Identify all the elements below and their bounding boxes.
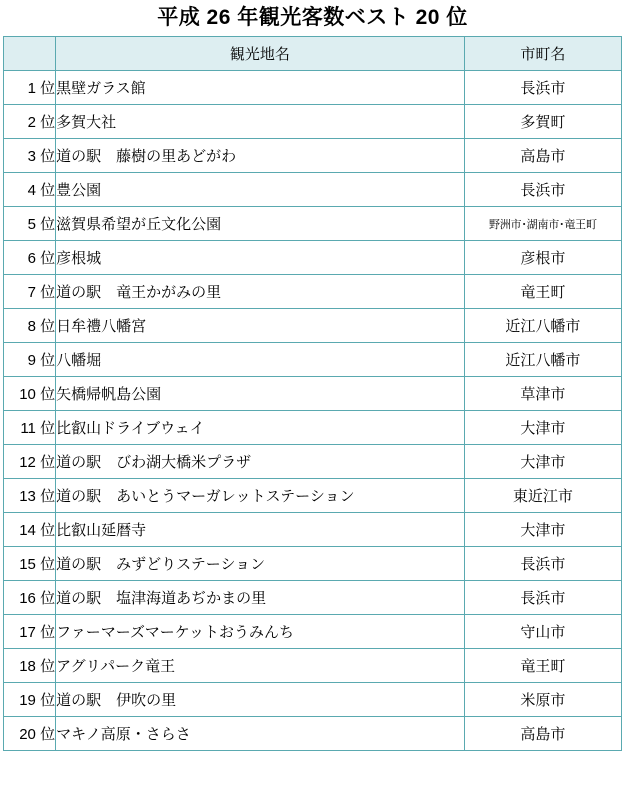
table-body (4, 71, 622, 751)
table-row (4, 275, 622, 309)
cell-rank: 4 位 (4, 173, 56, 207)
cell-city-name: 大津市 (464, 411, 621, 445)
table-row (4, 71, 622, 105)
cell-city-name: 守山市 (464, 615, 621, 649)
cell-city-name: 竜王町 (464, 275, 621, 309)
table-row (4, 717, 622, 751)
cell-spot-name: 矢橋帰帆島公園 (56, 377, 465, 411)
cell-spot-name: 道の駅 伊吹の里 (56, 683, 465, 717)
cell-city-name: 大津市 (464, 445, 621, 479)
cell-city-name: 多賀町 (464, 105, 621, 139)
table-row (4, 377, 622, 411)
cell-city-name: 近江八幡市 (464, 343, 621, 377)
cell-rank: 14 位 (4, 513, 56, 547)
tourism-ranking-table (3, 36, 622, 751)
cell-spot-name: 道の駅 塩津海道あぢかまの里 (56, 581, 465, 615)
cell-rank: 11 位 (4, 411, 56, 445)
cell-city-name: 近江八幡市 (464, 309, 621, 343)
table-row (4, 445, 622, 479)
cell-rank: 12 位 (4, 445, 56, 479)
cell-city-name: 東近江市 (464, 479, 621, 513)
cell-spot-name: 比叡山延暦寺 (56, 513, 465, 547)
cell-city-name: 草津市 (464, 377, 621, 411)
cell-rank: 1 位 (4, 71, 56, 105)
table-row (4, 173, 622, 207)
cell-city-name: 高島市 (464, 717, 621, 751)
cell-rank: 16 位 (4, 581, 56, 615)
cell-spot-name: アグリパーク竜王 (56, 649, 465, 683)
cell-rank: 15 位 (4, 547, 56, 581)
cell-city-name: 長浜市 (464, 581, 621, 615)
cell-city-name: 長浜市 (464, 71, 621, 105)
cell-spot-name: マキノ高原・さらさ (56, 717, 465, 751)
cell-rank: 17 位 (4, 615, 56, 649)
cell-city-name: 彦根市 (464, 241, 621, 275)
table-row (4, 343, 622, 377)
table-row (4, 105, 622, 139)
table-row (4, 411, 622, 445)
column-header-city: 市町名 (464, 37, 621, 71)
cell-city-name: 米原市 (464, 683, 621, 717)
table-row (4, 207, 622, 241)
cell-rank: 9 位 (4, 343, 56, 377)
cell-rank: 20 位 (4, 717, 56, 751)
table-row (4, 309, 622, 343)
table-header (4, 37, 622, 71)
cell-rank: 5 位 (4, 207, 56, 241)
cell-spot-name: 黒壁ガラス館 (56, 71, 465, 105)
cell-city-name: 高島市 (464, 139, 621, 173)
cell-rank: 6 位 (4, 241, 56, 275)
cell-spot-name: 多賀大社 (56, 105, 465, 139)
cell-spot-name: ファーマーズマーケットおうみんち (56, 615, 465, 649)
cell-spot-name: 比叡山ドライブウェイ (56, 411, 465, 445)
page-title: 平成 26 年観光客数ベスト 20 位 (157, 6, 468, 29)
cell-spot-name: 日牟禮八幡宮 (56, 309, 465, 343)
column-header-spot: 観光地名 (56, 37, 465, 71)
table-row (4, 683, 622, 717)
table-row (4, 513, 622, 547)
table-row (4, 479, 622, 513)
cell-city-name: 野洲市･湖南市･竜王町 (464, 207, 621, 241)
cell-spot-name: 道の駅 あいとうマーガレットステーション (56, 479, 465, 513)
column-header-rank (4, 37, 56, 71)
cell-spot-name: 道の駅 竜王かがみの里 (56, 275, 465, 309)
table-row (4, 241, 622, 275)
table-row (4, 139, 622, 173)
table-row (4, 581, 622, 615)
cell-rank: 13 位 (4, 479, 56, 513)
table-header-row (4, 37, 622, 71)
table-row (4, 547, 622, 581)
cell-rank: 2 位 (4, 105, 56, 139)
cell-spot-name: 八幡堀 (56, 343, 465, 377)
cell-spot-name: 道の駅 みずどりステーション (56, 547, 465, 581)
cell-rank: 19 位 (4, 683, 56, 717)
cell-spot-name: 道の駅 びわ湖大橋米プラザ (56, 445, 465, 479)
cell-rank: 10 位 (4, 377, 56, 411)
cell-rank: 7 位 (4, 275, 56, 309)
table-row (4, 649, 622, 683)
cell-spot-name: 彦根城 (56, 241, 465, 275)
cell-city-name: 竜王町 (464, 649, 621, 683)
cell-spot-name: 道の駅 藤樹の里あどがわ (56, 139, 465, 173)
cell-spot-name: 豊公園 (56, 173, 465, 207)
cell-city-name: 長浜市 (464, 173, 621, 207)
cell-rank: 8 位 (4, 309, 56, 343)
cell-rank: 18 位 (4, 649, 56, 683)
cell-city-name: 大津市 (464, 513, 621, 547)
cell-city-name: 長浜市 (464, 547, 621, 581)
cell-rank: 3 位 (4, 139, 56, 173)
table-row (4, 615, 622, 649)
cell-spot-name: 滋賀県希望が丘文化公園 (56, 207, 465, 241)
